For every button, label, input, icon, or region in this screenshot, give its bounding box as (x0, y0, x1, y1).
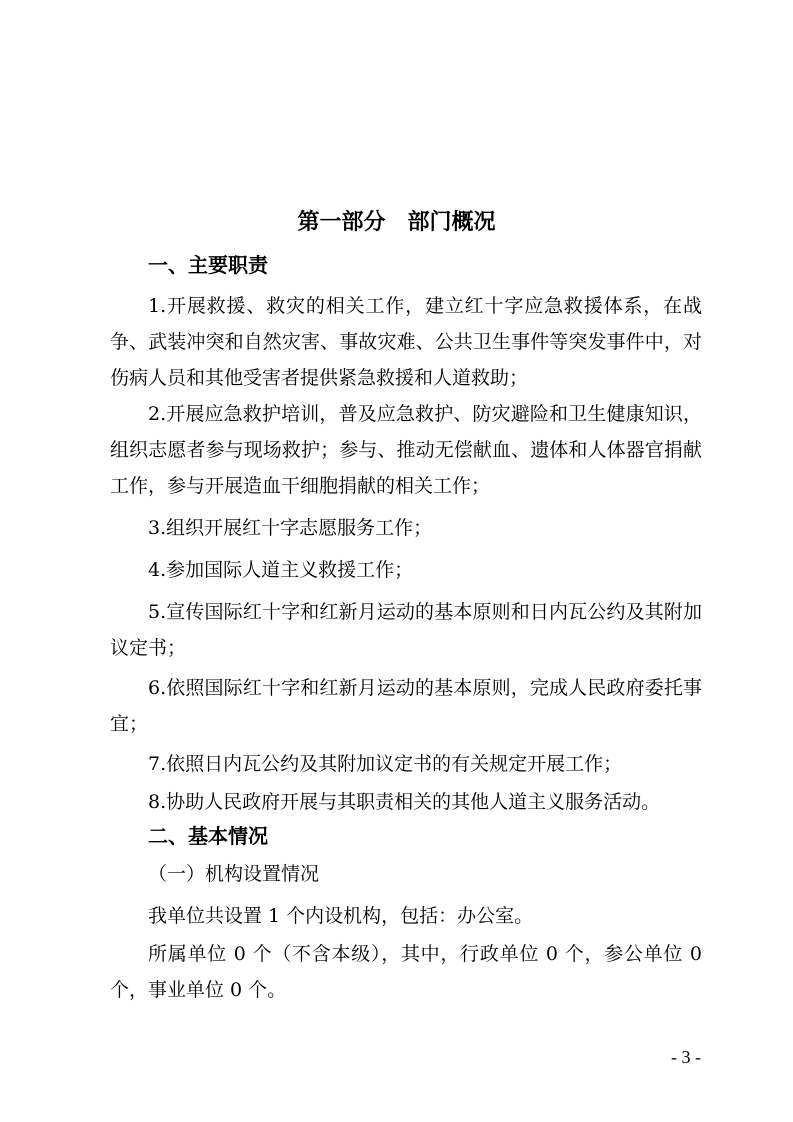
duty-item-7: 7.依照日内瓦公约及其附加议定书的有关规定开展工作； (148, 753, 623, 775)
page-number: - 3 - (671, 1047, 701, 1067)
duty-item-4: 4.参加国际人道主义救援工作； (148, 559, 414, 581)
section-heading-main-duties: 一、主要职责 (148, 253, 268, 277)
subordinate-units-paragraph: 所属单位 0 个（不含本级），其中，行政单位 0 个，参公单位 0 个，事业单位 0 个。 (110, 943, 702, 1001)
section-heading-basic-info: 二、基本情况 (148, 824, 268, 848)
page-title: 第一部分 部门概况 (297, 210, 496, 235)
duty-item-6: 6.依照国际红十字和红新月运动的基本原则，完成人民政府委托事宜； (110, 677, 702, 735)
duty-item-1: 1.开展救援、救灾的相关工作，建立红十字应急救援体系，在战争、武装冲突和自然灾害、事故灾难、公共卫生事件等突发事件中，对伤病人员和其他受害者提供紧急救援和人道救助； (110, 295, 702, 389)
org-setup-paragraph: 我单位共设置 1 个内设机构，包括：办公室。 (148, 905, 534, 927)
subsection-heading-org-setup: （一）机构设置情况 (148, 863, 320, 885)
duty-item-2: 2.开展应急救护培训，普及应急救护、防灾避险和卫生健康知识，组织志愿者参与现场救护；参与、推动无偿献血、遗体和人体器官捐献工作，参与开展造血干细胞捐献的相关工作； (110, 403, 702, 497)
duty-item-8: 8.协助人民政府开展与其职责相关的其他人道主义服务活动。 (148, 791, 661, 813)
duty-item-5: 5.宣传国际红十字和红新月运动的基本原则和日内瓦公约及其附加议定书； (110, 601, 702, 659)
duty-item-3: 3.组织开展红十字志愿服务工作； (148, 517, 433, 539)
